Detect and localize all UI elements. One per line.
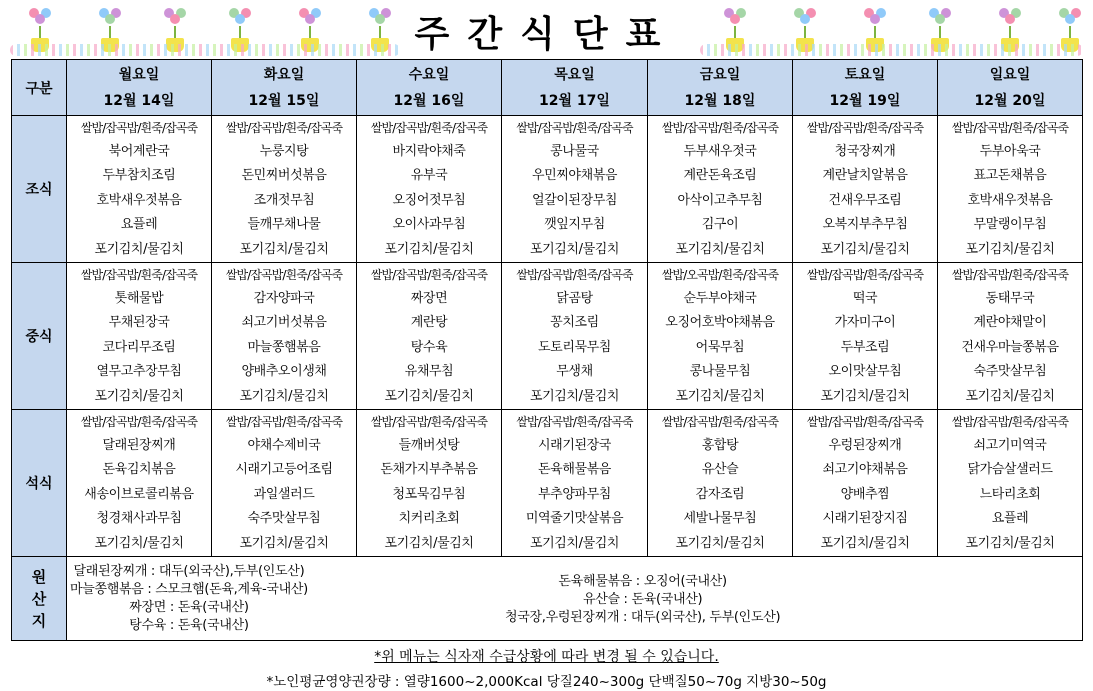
menu-cell <box>502 410 648 557</box>
day-name: 금요일 <box>699 66 741 83</box>
menu-change-note: *위 메뉴는 식자재 수급상황에 따라 변경 될 수 있습니다. <box>374 649 719 665</box>
menu-item: 계란돈육조림 <box>683 168 757 184</box>
menu-item: 두부새우젓국 <box>683 144 757 159</box>
menu-cell <box>793 263 938 410</box>
menu-item: 도토리묵무침 <box>538 339 611 355</box>
menu-item: 계란탕 <box>410 315 448 331</box>
menu-cell <box>502 116 648 263</box>
menu-item: 포기김치/물김치 <box>384 535 474 551</box>
menu-cell <box>67 410 212 557</box>
menu-item: 떡국 <box>852 291 878 307</box>
day-date: 12월 19일 <box>829 92 901 109</box>
menu-item: 우렁된장찌개 <box>828 438 902 454</box>
menu-cell <box>67 116 212 263</box>
menu-item: 숙주맛살무침 <box>247 511 321 527</box>
menu-item: 두부조림 <box>840 339 890 355</box>
menu-item: 조개젓무침 <box>253 192 315 208</box>
day-date: 12월 14일 <box>103 92 175 109</box>
menu-item: 얼갈이된장무침 <box>531 192 618 208</box>
menu-item: 미역줄기맛살볶음 <box>525 511 624 527</box>
menu-item: 무말랭이무침 <box>973 217 1047 233</box>
origin-label-char: 지 <box>31 611 47 630</box>
menu-item: 돈채가지부추볶음 <box>380 462 478 478</box>
menu-item: 계란날치알볶음 <box>822 168 908 184</box>
menu-item: 쌀밥/잡곡밥/흰죽/잡곡죽 <box>951 121 1069 135</box>
page-title: 주간식단표 <box>414 14 679 55</box>
menu-item: 유부국 <box>410 168 448 184</box>
menu-item: 쌀밥/잡곡밥/흰죽/잡곡죽 <box>516 415 633 430</box>
menu-item: 청포묵김무침 <box>392 486 466 502</box>
day-header <box>357 60 502 116</box>
menu-item: 쌀밥/잡곡밥/흰죽/잡곡죽 <box>370 121 488 135</box>
day-header <box>793 60 938 116</box>
menu-item: 쌀밥/잡곡밥/흰죽/잡곡죽 <box>80 121 198 135</box>
menu-item: 쌀밥/잡곡밥/흰죽/잡곡죽 <box>661 415 779 430</box>
menu-item: 오징어호박야채볶음 <box>665 315 775 331</box>
origin-info <box>67 557 1083 641</box>
menu-item: 요플레 <box>120 217 158 233</box>
menu-item: 포기김치/물김치 <box>94 388 184 404</box>
menu-cell <box>67 263 212 410</box>
origin-line: 유산슬 : 돈육(국내산) <box>582 592 703 608</box>
menu-item: 북어계란국 <box>108 144 170 159</box>
menu-item: 오이맛살무침 <box>828 364 902 380</box>
menu-cell <box>793 410 938 557</box>
menu-item: 쌀밥/잡곡밥/흰죽/잡곡죽 <box>951 415 1069 430</box>
menu-cell <box>648 410 793 557</box>
origin-line: 탕수육 : 돈육(국내산) <box>129 618 249 634</box>
menu-item: 닭곰탕 <box>556 291 593 307</box>
menu-item: 두부아욱국 <box>979 144 1041 159</box>
day-date: 12월 16일 <box>393 92 465 109</box>
menu-cell <box>648 116 793 263</box>
menu-cell <box>793 116 938 263</box>
menu-item: 쌀밥/잡곡밥/흰죽/잡곡죽 <box>225 415 343 430</box>
menu-item: 닭가슴살샐러드 <box>967 462 1053 478</box>
origin-line: 달래된장찌개 : 대두(외국산),두부(인도산) <box>73 564 305 580</box>
day-date: 12월 18일 <box>684 92 756 109</box>
day-header <box>938 60 1083 116</box>
menu-item: 포기김치/물김치 <box>675 241 765 257</box>
meal-row <box>12 263 1083 410</box>
day-header <box>648 60 793 116</box>
menu-item: 치커리초회 <box>398 511 460 527</box>
menu-cell <box>357 263 502 410</box>
menu-item: 세발나물무침 <box>683 511 757 527</box>
menu-item: 쌀밥/잡곡밥/흰죽/잡곡죽 <box>80 415 198 430</box>
menu-item: 포기김치/물김치 <box>965 388 1055 404</box>
menu-item: 순두부야채국 <box>683 291 757 307</box>
menu-item: 포기김치/물김치 <box>94 241 184 257</box>
menu-item: 호박새우젓볶음 <box>96 192 182 208</box>
meal-label: 석식 <box>12 410 67 557</box>
menu-item: 누룽지탕 <box>259 144 309 159</box>
menu-item: 유채무침 <box>404 364 454 380</box>
menu-item: 요플레 <box>991 511 1029 527</box>
meal-row <box>12 410 1083 557</box>
menu-item: 바지락야채죽 <box>392 144 466 159</box>
menu-item: 꽁치조림 <box>550 315 599 331</box>
menu-item: 쌀밥/잡곡밥/흰죽/잡곡죽 <box>661 121 779 135</box>
menu-item: 콩나물국 <box>550 144 599 159</box>
meal-row <box>12 116 1083 263</box>
menu-item: 포기김치/물김치 <box>384 241 474 257</box>
menu-item: 무생채 <box>556 364 593 380</box>
gubun-header: 구분 <box>12 60 67 116</box>
origin-line: 돈육해물볶음 : 오징어(국내산) <box>558 574 727 590</box>
day-header <box>502 60 648 116</box>
menu-item: 유산슬 <box>701 462 739 478</box>
menu-item: 쌀밥/잡곡밥/흰죽/잡곡죽 <box>225 268 343 283</box>
menu-item: 시래기된장지짐 <box>822 511 908 527</box>
day-date: 12월 15일 <box>248 92 320 109</box>
menu-item: 들깨무채나물 <box>247 217 321 233</box>
menu-item: 포기김치/물김치 <box>529 388 620 404</box>
menu-item: 포기김치/물김치 <box>239 388 329 404</box>
day-date: 12월 17일 <box>539 92 610 109</box>
menu-item: 양배추찜 <box>840 486 890 502</box>
menu-item: 시래기고등어조림 <box>235 462 333 478</box>
menu-item: 느타리초회 <box>979 486 1041 502</box>
origin-label <box>12 557 67 641</box>
menu-item: 야채수제비국 <box>247 438 321 454</box>
menu-item: 건새우마늘쫑볶음 <box>961 339 1059 355</box>
menu-cell <box>938 263 1083 410</box>
menu-item: 콩나물무침 <box>689 364 751 380</box>
menu-item: 부추양파무침 <box>538 486 611 502</box>
origin-row <box>12 557 1083 641</box>
menu-cell <box>938 116 1083 263</box>
menu-item: 표고돈채볶음 <box>973 168 1047 184</box>
menu-item: 쌀밥/잡곡밥/흰죽/잡곡죽 <box>225 121 343 135</box>
menu-item: 감자조림 <box>695 486 745 502</box>
origin-label-char: 산 <box>31 589 47 608</box>
menu-item: 쌀밥/잡곡밥/흰죽/잡곡죽 <box>516 268 633 283</box>
menu-item: 마늘쫑햄볶음 <box>247 339 321 355</box>
menu-item: 열무고추장무침 <box>96 364 182 380</box>
menu-item: 동태무국 <box>985 291 1035 307</box>
menu-cell <box>212 263 357 410</box>
menu-item: 쌀밥/잡곡밥/흰죽/잡곡죽 <box>806 268 924 283</box>
menu-cell <box>212 410 357 557</box>
menu-item: 깻잎지무침 <box>544 217 605 233</box>
menu-item: 양배추오이생채 <box>241 364 327 380</box>
menu-item: 계란야채말이 <box>973 315 1047 331</box>
menu-item: 탕수육 <box>410 339 448 355</box>
menu-item: 쌀밥/잡곡밥/흰죽/잡곡죽 <box>806 415 924 430</box>
menu-table <box>11 59 1083 641</box>
menu-item: 청국장찌개 <box>834 144 896 159</box>
menu-item: 아삭이고추무침 <box>677 192 763 208</box>
menu-item: 오복지부추무침 <box>822 217 908 233</box>
origin-line: 마늘쫑햄볶음 : 스모크햄(돈육,계육-국내산) <box>70 582 308 598</box>
origin-label-char: 원 <box>31 567 47 586</box>
menu-cell <box>938 410 1083 557</box>
nutrition-note: *노인평균영양권장량 : 열량1600~2,000Kcal 당질240~300g 단백질50~70g 지방30~50g <box>266 674 827 690</box>
menu-item: 포기김치/물김치 <box>94 535 184 551</box>
menu-item: 감자양파국 <box>253 291 315 307</box>
menu-item: 쌀밥/잡곡밥/흰죽/잡곡죽 <box>370 268 488 283</box>
meal-label: 조식 <box>12 116 67 263</box>
menu-item: 포기김치/물김치 <box>384 388 474 404</box>
menu-item: 포기김치/물김치 <box>675 388 765 404</box>
menu-item: 시래기된장국 <box>538 438 611 454</box>
day-header <box>212 60 357 116</box>
menu-item: 쌀밥/잡곡밥/흰죽/잡곡죽 <box>806 121 924 135</box>
title-banner <box>0 0 1093 58</box>
day-name: 목요일 <box>554 66 595 83</box>
menu-item: 김구이 <box>701 217 739 233</box>
menu-item: 코다리무조림 <box>102 339 176 355</box>
menu-item: 쌀밥/잡곡밥/흰죽/잡곡죽 <box>80 268 198 283</box>
menu-item: 톳해물밥 <box>114 291 164 307</box>
menu-item: 우민찌야채볶음 <box>531 168 618 184</box>
menu-item: 쌀밥/잡곡밥/흰죽/잡곡죽 <box>951 268 1069 283</box>
menu-item: 홍합탕 <box>701 438 739 454</box>
origin-line: 짜장면 : 돈육(국내산) <box>129 600 249 616</box>
menu-item: 포기김치/물김치 <box>529 241 620 257</box>
menu-item: 포기김치/물김치 <box>239 241 329 257</box>
menu-item: 건새우무조림 <box>828 192 902 208</box>
menu-item: 돈민찌버섯볶음 <box>241 168 327 184</box>
origin-line: 청국장,우렁된장찌개 : 대두(외국산), 두부(인도산) <box>505 610 781 626</box>
origin-left-list <box>70 563 308 635</box>
menu-item: 어묵무침 <box>695 339 745 355</box>
menu-item: 쇠고기야채볶음 <box>822 462 908 478</box>
menu-item: 새송이브로콜리볶음 <box>84 486 194 502</box>
menu-item: 무채된장국 <box>108 315 170 331</box>
menu-item: 오이사과무침 <box>392 217 466 233</box>
menu-cell <box>502 263 648 410</box>
menu-item: 쇠고기미역국 <box>973 438 1047 454</box>
menu-item: 포기김치/물김치 <box>820 388 910 404</box>
menu-cell <box>357 116 502 263</box>
menu-item: 포기김치/물김치 <box>239 535 329 551</box>
meal-label: 중식 <box>12 263 67 410</box>
menu-item: 포기김치/물김치 <box>529 535 620 551</box>
day-header <box>67 60 212 116</box>
day-name: 수요일 <box>408 66 450 83</box>
menu-cell <box>357 410 502 557</box>
menu-item: 포기김치/물김치 <box>675 535 765 551</box>
menu-cell <box>648 263 793 410</box>
menu-item: 호박새우젓볶음 <box>967 192 1053 208</box>
menu-item: 가자미구이 <box>834 315 896 331</box>
menu-item: 쌀밥/잡곡밥/흰죽/잡곡죽 <box>370 415 488 430</box>
menu-item: 쇠고기버섯볶음 <box>241 315 327 331</box>
menu-item: 달래된장찌개 <box>102 438 176 454</box>
menu-item: 포기김치/물김치 <box>820 535 910 551</box>
day-header-row <box>12 60 1083 116</box>
day-name: 화요일 <box>263 66 305 83</box>
menu-item: 돈육김치볶음 <box>102 462 176 478</box>
menu-cell <box>212 116 357 263</box>
menu-item: 포기김치/물김치 <box>965 535 1055 551</box>
menu-item: 들깨버섯탕 <box>398 438 460 454</box>
menu-item: 포기김치/물김치 <box>820 241 910 257</box>
menu-item: 청경채사과무침 <box>96 511 182 527</box>
menu-item: 짜장면 <box>410 291 448 307</box>
day-date: 12월 20일 <box>974 92 1046 109</box>
day-name: 일요일 <box>989 66 1031 83</box>
menu-item: 쌀밥/오곡밥/흰죽/잡곡죽 <box>661 268 779 283</box>
menu-item: 돈육해물볶음 <box>538 462 611 478</box>
menu-item: 숙주맛살무침 <box>973 364 1047 380</box>
origin-right-list <box>505 573 780 627</box>
menu-item: 두부참치조림 <box>102 168 176 184</box>
day-name: 토요일 <box>844 66 886 83</box>
menu-item: 과일샐러드 <box>253 486 315 502</box>
menu-item: 오징어젓무침 <box>392 192 466 208</box>
menu-item: 포기김치/물김치 <box>965 241 1055 257</box>
menu-item: 쌀밥/잡곡밥/흰죽/잡곡죽 <box>516 121 633 135</box>
day-name: 월요일 <box>118 66 160 83</box>
